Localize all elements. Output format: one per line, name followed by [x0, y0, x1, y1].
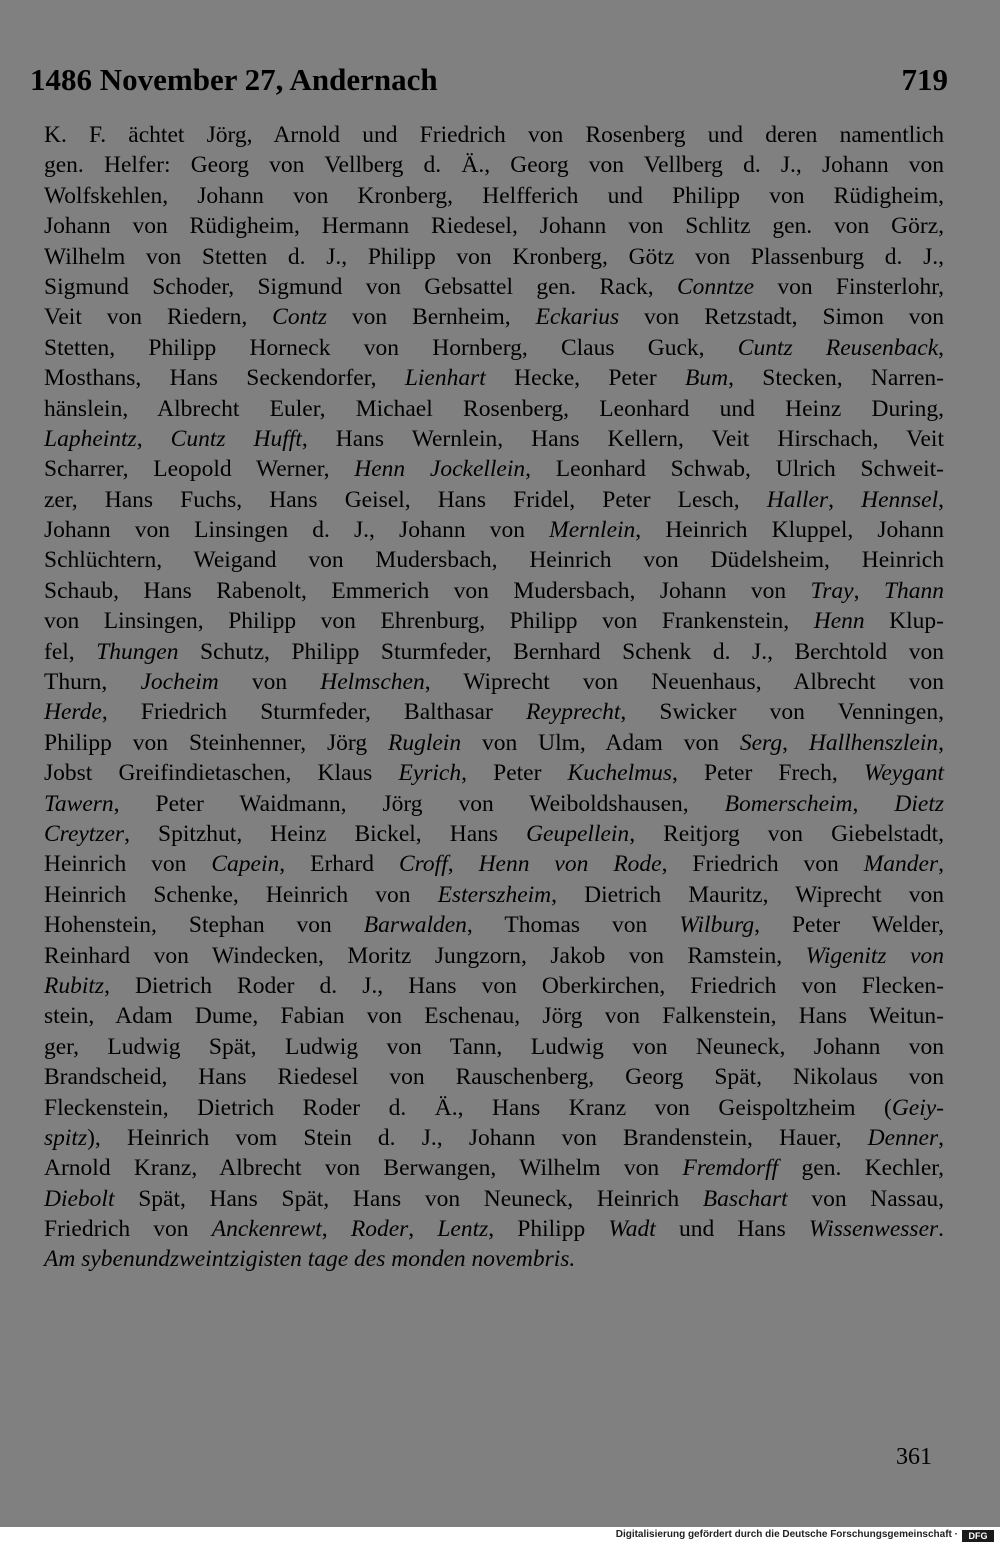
text-line: Tawern, Peter Waidmann, Jörg von Weiboldshausen, Bomerscheim, Dietz — [44, 790, 945, 817]
text-line: Fleckenstein, Dietrich Roder d. Ä., Hans Kranz von Geispoltzheim (Geiy- — [44, 1094, 944, 1121]
text-line: Heinrich von Capein, Erhard Croff, Henn von Rode, Friedrich von Mander, — [44, 851, 945, 878]
text-line: Stetten, Philipp Horneck von Hornberg, Claus Guck, Cuntz Reusenback, — [44, 334, 944, 361]
text-line: Philipp von Steinhenner, Jörg Ruglein von Ulm, Adam von Serg, Hallhenszlein, — [44, 729, 944, 756]
running-header — [30, 62, 948, 102]
text-line: Jobst Greifindietaschen, Klaus Eyrich, Peter Kuchelmus, Peter Frech, Weygant — [44, 760, 944, 787]
text-line: Johann von Rüdigheim, Hermann Riedesel, Johann von Schlitz gen. von Görz, — [44, 213, 944, 240]
text-line: Wilhelm von Stetten d. J., Philipp von Kronberg, Götz von Plassenburg d. J., — [44, 243, 944, 270]
text-line: Scharrer, Leopold Werner, Henn Jockellein, Leonhard Schwab, Ulrich Schweit- — [44, 456, 945, 483]
text-line: Brandscheid, Hans Riedesel von Rauschenberg, Georg Spät, Nikolaus von — [44, 1064, 944, 1091]
text-line: Sigmund Schoder, Sigmund von Gebsattel gen. Rack, Conntze von Finsterlohr, — [44, 273, 944, 300]
text-line: Heinrich Schenke, Heinrich von Esterszheim, Dietrich Mauritz, Wiprecht von — [44, 881, 944, 908]
footer-bar — [0, 1527, 1000, 1545]
text-line: Mosthans, Hans Seckendorfer, Lienhart Hecke, Peter Bum, Stecken, Narren- — [44, 365, 944, 392]
text-line: gen. Helfer: Georg von Vellberg d. Ä., Georg von Vellberg d. J., Johann von — [44, 152, 944, 179]
text-line: Lapheintz, Cuntz Hufft, Hans Wernlein, Hans Kellern, Veit Hirschach, Veit — [44, 425, 944, 452]
text-line: Herde, Friedrich Sturmfeder, Balthasar Reyprecht, Swicker von Venningen, — [44, 699, 944, 726]
text-line: hänslein, Albrecht Euler, Michael Rosenberg, Leonhard und Heinz During, — [44, 395, 944, 422]
text-line: von Linsingen, Philipp von Ehrenburg, Philipp von Frankenstein, Henn Klup- — [44, 608, 944, 635]
text-line: Rubitz, Dietrich Roder d. J., Hans von Oberkirchen, Friedrich von Flecken- — [44, 972, 944, 999]
footer-credit: Digitalisierung gefördert durch die Deutsche Forschungsgemeinschaft · — [615, 1529, 958, 1540]
text-line: Schaub, Hans Rabenolt, Emmerich von Mudersbach, Johann von Tray, Thann — [44, 577, 945, 604]
text-line: Thurn, Jocheim von Helmschen, Wiprecht von Neuenhaus, Albrecht von — [44, 669, 945, 696]
text-line: Wolfskehlen, Johann von Kronberg, Helfferich und Philipp von Rüdigheim, — [44, 182, 944, 209]
text-line: zer, Hans Fuchs, Hans Geisel, Hans Fridel, Peter Lesch, Haller, Hennsel, — [44, 486, 944, 513]
text-line: Schlüchtern, Weigand von Mudersbach, Heinrich von Düdelsheim, Heinrich — [44, 547, 944, 574]
text-line: Reinhard von Windecken, Moritz Jungzorn, Jakob von Ramstein, Wigenitz von — [44, 942, 944, 969]
text-line: Johann von Linsingen d. J., Johann von Mernlein, Heinrich Kluppel, Johann — [44, 517, 944, 544]
text-line: K. F. ächtet Jörg, Arnold und Friedrich von Rosenberg und deren namentlich — [44, 122, 944, 148]
body-text — [44, 120, 944, 1275]
text-line: Friedrich von Anckenrewt, Roder, Lentz, Philipp Wadt und Hans Wissenwesser. — [44, 1216, 945, 1243]
header-title: 1486 November 27, Andernach — [30, 62, 438, 97]
text-line: Arnold Kranz, Albrecht von Berwangen, Wilhelm von Fremdorff gen. Kechler, — [44, 1155, 945, 1182]
text-line: Am sybenundzweintzigisten tage des monden novembris. — [44, 1246, 576, 1273]
text-line: Veit von Riedern, Contz von Bernheim, Eckarius von Retzstadt, Simon von — [44, 304, 944, 331]
header-page-number: 719 — [901, 62, 948, 97]
text-line: stein, Adam Dume, Fabian von Eschenau, Jörg von Falkenstein, Hans Weitun- — [44, 1003, 944, 1030]
text-line: fel, Thungen Schutz, Philipp Sturmfeder, Bernhard Schenk d. J., Berchtold von — [44, 638, 944, 665]
text-line: ger, Ludwig Spät, Ludwig von Tann, Ludwig von Neuneck, Johann von — [44, 1033, 944, 1060]
folio-number: 361 — [896, 1444, 932, 1470]
text-line: spitz), Heinrich vom Stein d. J., Johann von Brandenstein, Hauer, Denner, — [44, 1124, 944, 1151]
dfg-logo: DFG — [962, 1530, 994, 1542]
text-line: Hohenstein, Stephan von Barwalden, Thomas von Wilburg, Peter Welder, — [44, 912, 944, 939]
text-line: Diebolt Spät, Hans Spät, Hans von Neuneck, Heinrich Baschart von Nassau, — [44, 1185, 944, 1212]
text-line: Creytzer, Spitzhut, Heinz Bickel, Hans Geupellein, Reitjorg von Giebelstadt, — [44, 820, 944, 847]
